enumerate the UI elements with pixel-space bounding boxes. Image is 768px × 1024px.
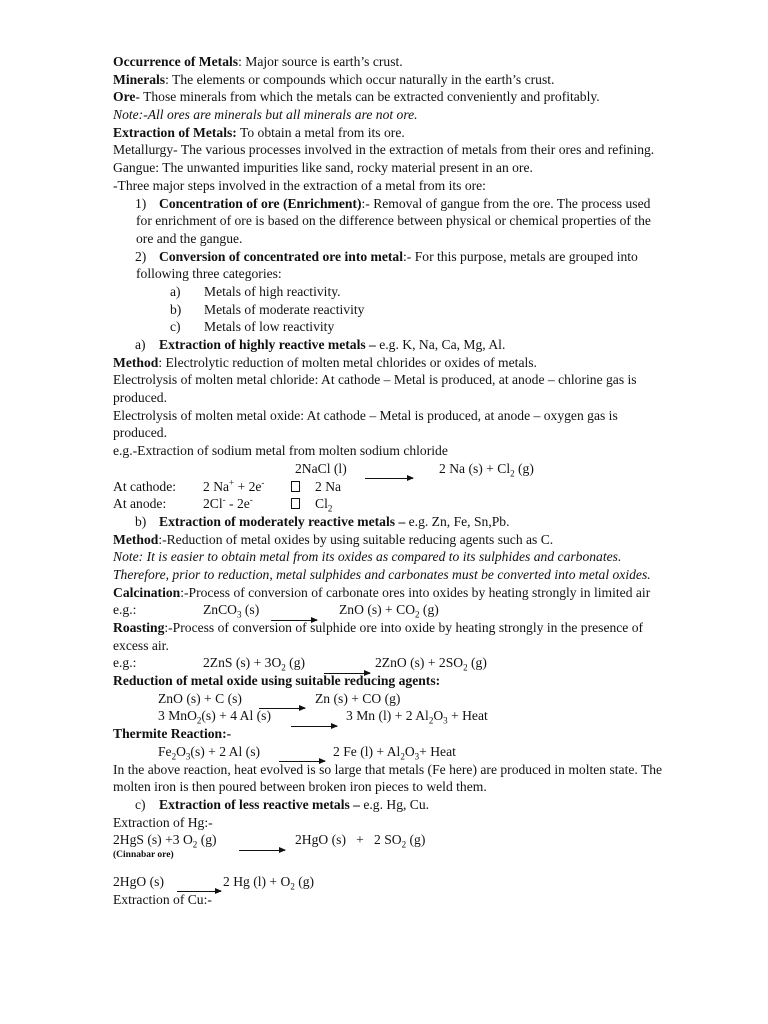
line-extraction-cu: Extraction of Cu:-	[113, 891, 212, 907]
equation-part: (g)	[406, 832, 426, 848]
line-electrolysis-oxide-cont: produced.	[113, 425, 167, 441]
product-text: Cl	[315, 496, 328, 512]
equation-part: O	[404, 743, 415, 759]
equation-rhs-tail: (g)	[419, 602, 439, 618]
equation-rhs: ZnO (s) + CO	[339, 602, 416, 618]
subscript: 2	[510, 468, 515, 479]
section-a-heading	[113, 336, 725, 354]
heading-reducing-agents: Reduction of metal oxide using suitable reducing agents:	[113, 673, 441, 689]
equation-part: 2HgS (s) +3 O	[113, 832, 193, 848]
term-ore: Ore	[113, 89, 136, 105]
equation-roasting	[113, 654, 725, 672]
equation-part: 2 Hg (l) + O	[223, 873, 291, 889]
term-occurrence: Occurrence of Metals	[113, 54, 239, 69]
ion-text: 2Cl	[203, 496, 223, 512]
subscript: 2	[415, 610, 420, 621]
subscript: 2	[428, 716, 434, 727]
equation-cathode	[113, 478, 725, 496]
subscript: 2	[290, 881, 295, 892]
step-title: Concentration of ore (Enrichment)	[159, 195, 362, 211]
equation-calcination	[113, 601, 725, 619]
equation-tail: (g)	[514, 460, 534, 476]
subscript: 3	[236, 610, 242, 621]
equation-part: 2HgO (s)	[113, 873, 164, 889]
equation-part: 3 MnO	[158, 708, 197, 724]
electrode-label: At cathode:	[113, 478, 177, 494]
category-letter: c)	[170, 319, 181, 335]
line-occurrence	[113, 53, 725, 71]
superscript: -	[249, 494, 253, 505]
definition-text: :-Process of conversion of carbonate ores into oxides by heating strongly in limited air	[180, 584, 651, 600]
equation-part: (g)	[294, 873, 315, 889]
term-method: Method	[113, 354, 159, 370]
equation-anode	[113, 495, 725, 513]
subscript: 3	[185, 751, 191, 762]
subscript: 2	[327, 503, 333, 514]
line-minerals	[113, 71, 725, 89]
line-electrolysis-chloride-cont: produced.	[113, 390, 167, 406]
step-text: :- For this purpose, metals are grouped into	[403, 248, 638, 264]
eg-label: e.g.:	[113, 655, 137, 671]
definition-text: - Those minerals from which the metals can be extracted conveniently and profitably.	[135, 89, 600, 105]
subscript: 2	[171, 751, 177, 762]
term-minerals: Minerals	[113, 71, 166, 87]
electrode-label: At anode:	[113, 496, 167, 512]
definition-text: : Major source is earth’s crust.	[238, 54, 403, 69]
equation-part: 3 Mn (l) + 2 Al	[346, 708, 429, 724]
line-roasting	[113, 619, 725, 637]
equation-hgo	[113, 873, 725, 891]
equation-part: O	[176, 743, 186, 759]
equation-part: (g)	[197, 832, 217, 848]
line-electrolysis-chloride: Electrolysis of molten metal chloride: At cathode – Metal is produced, at anode – chlorine gas is	[113, 372, 637, 388]
section-c-heading	[113, 796, 725, 814]
equation-rhs: Zn (s) + CO (g)	[315, 690, 401, 706]
line-ore	[113, 88, 725, 106]
category-letter: b)	[170, 301, 182, 317]
section-b-heading	[113, 513, 725, 531]
equation-part: (s) + 2 Al (s)	[190, 743, 261, 759]
category-item	[113, 301, 725, 319]
line-thermite-explanation: In the above reaction, heat evolved is so large that metals (Fe here) are produced in molten state. The	[113, 761, 663, 777]
product-text: 2 Na	[315, 478, 342, 494]
note-sulphides: Note: It is easier to obtain metal from its oxides as compared to its sulphides and carbonates.	[113, 549, 622, 565]
step-number: 1)	[135, 195, 147, 211]
equation-part: + Heat	[419, 743, 456, 759]
section-title: Extraction of moderately reactive metals –	[159, 513, 406, 529]
equation-lhs: ZnO (s) + C (s)	[158, 690, 242, 706]
step-2	[113, 248, 725, 266]
step-1	[113, 195, 725, 213]
line-thermite-explanation-cont: molten iron is then poured between broken iron pieces to weld them.	[113, 779, 487, 795]
category-item	[113, 283, 725, 301]
equation-nacl	[113, 460, 725, 478]
electron-text: - 2e	[225, 496, 250, 512]
step-text: :- Removal of gangue from the ore. The process used	[361, 195, 651, 211]
step-1-cont: for enrichment of ore is based on the difference between physical or chemical properties of the	[136, 213, 651, 229]
equation-part: + Heat	[447, 708, 488, 724]
step-2-cont: following three categories:	[136, 266, 282, 282]
section-letter: b)	[135, 513, 147, 529]
equation-lhs: 2ZnS (s) + 3O	[203, 655, 282, 671]
term-calcination: Calcination	[113, 584, 181, 600]
line-method	[113, 531, 725, 549]
electron-text: + 2e	[234, 478, 262, 494]
equation-zno	[113, 690, 725, 708]
category-item	[113, 318, 725, 336]
section-examples: e.g. K, Na, Ca, Mg, Al.	[375, 337, 506, 352]
section-letter: c)	[135, 796, 146, 812]
subscript: 2	[281, 663, 286, 674]
line-extraction	[113, 124, 725, 142]
equation-thermite	[113, 743, 725, 761]
superscript: +	[229, 476, 235, 487]
equation-part: (s) + 4 Al (s)	[201, 708, 271, 724]
equation-part: 2HgO (s) + 2 SO	[295, 832, 402, 848]
subscript: 2	[400, 751, 405, 762]
equation-mno2	[113, 707, 725, 725]
section-examples: e.g. Zn, Fe, Sn,Pb.	[405, 513, 510, 529]
subscript: 3	[414, 751, 420, 762]
term-extraction: Extraction of Metals:	[113, 124, 237, 140]
subscript: 2	[463, 663, 468, 674]
line-roasting-cont: excess air.	[113, 637, 169, 653]
section-title: Extraction of less reactive metals –	[159, 796, 360, 812]
equation-lhs: 2NaCl (l)	[295, 460, 347, 476]
definition-text: :-Process of conversion of sulphide ore into oxide by heating strongly in the presence of	[164, 620, 644, 635]
equation-rhs-tail: (g)	[467, 655, 487, 671]
caption-cinnabar: (Cinnabar ore)	[113, 849, 174, 860]
equation-hgs	[113, 831, 725, 849]
line-electrolysis-oxide: Electrolysis of molten metal oxide: At cathode – Metal is produced, at anode – oxygen gas is	[113, 407, 618, 423]
superscript: -	[222, 494, 226, 505]
line-metallurgy: Metallurgy- The various processes involved in the extraction of metals from their ores and refining.	[113, 142, 655, 158]
equation-part: 2 Fe (l) + Al	[333, 743, 401, 759]
line-gangue: Gangue: The unwanted impurities like sand, rocky material present in an ore.	[113, 160, 533, 176]
equation-part: Fe	[158, 743, 172, 759]
method-text: : Electrolytic reduction of molten metal chlorides or oxides of metals.	[158, 354, 537, 370]
equation-lhs-tail: (s)	[241, 602, 260, 618]
subscript: 2	[192, 839, 198, 850]
step-1-cont: ore and the gangue.	[136, 230, 243, 246]
subscript: 3	[443, 716, 448, 727]
box-glyph-icon	[291, 478, 300, 496]
category-text: Metals of high reactivity.	[204, 283, 341, 299]
method-text: :-Reduction of metal oxides by using suitable reducing agents such as C.	[158, 531, 554, 547]
section-title: Extraction of highly reactive metals –	[159, 337, 376, 352]
subscript: 2	[401, 839, 407, 850]
equation-lhs: ZnCO	[203, 602, 237, 618]
section-examples: e.g. Hg, Cu.	[359, 796, 430, 812]
line-method	[113, 354, 725, 372]
document-body	[113, 53, 725, 908]
box-glyph-icon	[291, 495, 300, 513]
equation-lhs-tail: (g)	[285, 655, 306, 671]
category-text: Metals of low reactivity	[204, 319, 335, 335]
equation-part: O	[433, 708, 444, 724]
line-calcination	[113, 584, 725, 602]
equation-rhs: 2 Na (s) + Cl	[439, 460, 511, 476]
term-roasting: Roasting	[113, 620, 165, 635]
heading-thermite: Thermite Reaction:-	[113, 726, 232, 742]
eg-label: e.g.:	[113, 602, 137, 618]
definition-text: : The elements or compounds which occur naturally in the earth’s crust.	[165, 71, 555, 87]
superscript: -	[261, 476, 265, 487]
step-title: Conversion of concentrated ore into metal	[159, 248, 404, 264]
definition-text: To obtain a metal from its ore.	[236, 124, 405, 140]
category-letter: a)	[170, 283, 181, 299]
step-number: 2)	[135, 248, 147, 264]
note-ores: Note:-All ores are minerals but all minerals are not ore.	[113, 107, 418, 123]
line-example-sodium: e.g.-Extraction of sodium metal from molten sodium chloride	[113, 443, 448, 459]
section-letter: a)	[135, 337, 146, 352]
term-method: Method	[113, 531, 159, 547]
equation-rhs: 2ZnO (s) + 2SO	[375, 655, 464, 671]
note-sulphides-cont: Therefore, prior to reduction, metal sulphides and carbonates must be converted into metal oxides.	[113, 566, 651, 582]
line-extraction-hg: Extraction of Hg:-	[113, 814, 213, 830]
ion-text: 2 Na	[203, 478, 230, 494]
category-text: Metals of moderate reactivity	[204, 301, 365, 317]
subscript: 2	[196, 716, 202, 727]
line-steps-intro: -Three major steps involved in the extraction of a metal from its ore:	[113, 177, 486, 193]
